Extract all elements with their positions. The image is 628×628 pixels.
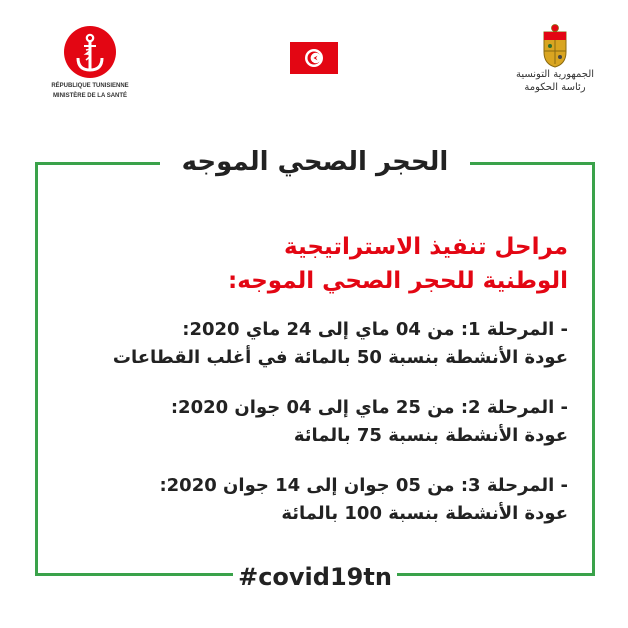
ministry-caption-line2: MINISTÈRE DE LA SANTÉ bbox=[52, 93, 128, 99]
phase-1-dates: - المرحلة 1: من 04 ماي إلى 24 ماي 2020: bbox=[182, 319, 568, 340]
phase-2-dates: - المرحلة 2: من 25 ماي إلى 04 جوان 2020: bbox=[170, 397, 568, 418]
government-caption-line1: الجمهورية التونسية bbox=[515, 69, 595, 80]
phase-2-description: عودة الأنشطة بنسبة 75 بالمائة bbox=[293, 425, 568, 446]
government-caption-line2: رئاسة الحكومة bbox=[524, 82, 586, 93]
phase-1-description: عودة الأنشطة بنسبة 50 بالمائة في أغلب القطاعات bbox=[112, 347, 568, 368]
government-logo bbox=[505, 24, 605, 94]
ministry-logo bbox=[40, 24, 140, 100]
phase-3 bbox=[60, 472, 568, 528]
strategy-content bbox=[60, 230, 568, 528]
phase-1 bbox=[60, 316, 568, 372]
tunisia-flag-icon bbox=[290, 42, 338, 74]
headline-line1: مراحل تنفيذ الاستراتيجية bbox=[284, 234, 568, 260]
hashtag: #covid19tn bbox=[233, 560, 397, 594]
page-title: الحجر الصحي الموجه bbox=[160, 142, 470, 182]
phase-3-description: عودة الأنشطة بنسبة 100 بالمائة bbox=[281, 503, 568, 524]
headline-line2: الوطنية للحجر الصحي الموجه: bbox=[228, 268, 568, 294]
phase-2 bbox=[60, 394, 568, 450]
anchor-emblem-icon bbox=[62, 24, 118, 80]
phase-3-dates: - المرحلة 3: من 05 جوان إلى 14 جوان 2020: bbox=[159, 475, 568, 496]
coat-of-arms-icon bbox=[540, 24, 570, 68]
ministry-caption-line1: RÉPUBLIQUE TUNISIENNE bbox=[51, 83, 129, 89]
